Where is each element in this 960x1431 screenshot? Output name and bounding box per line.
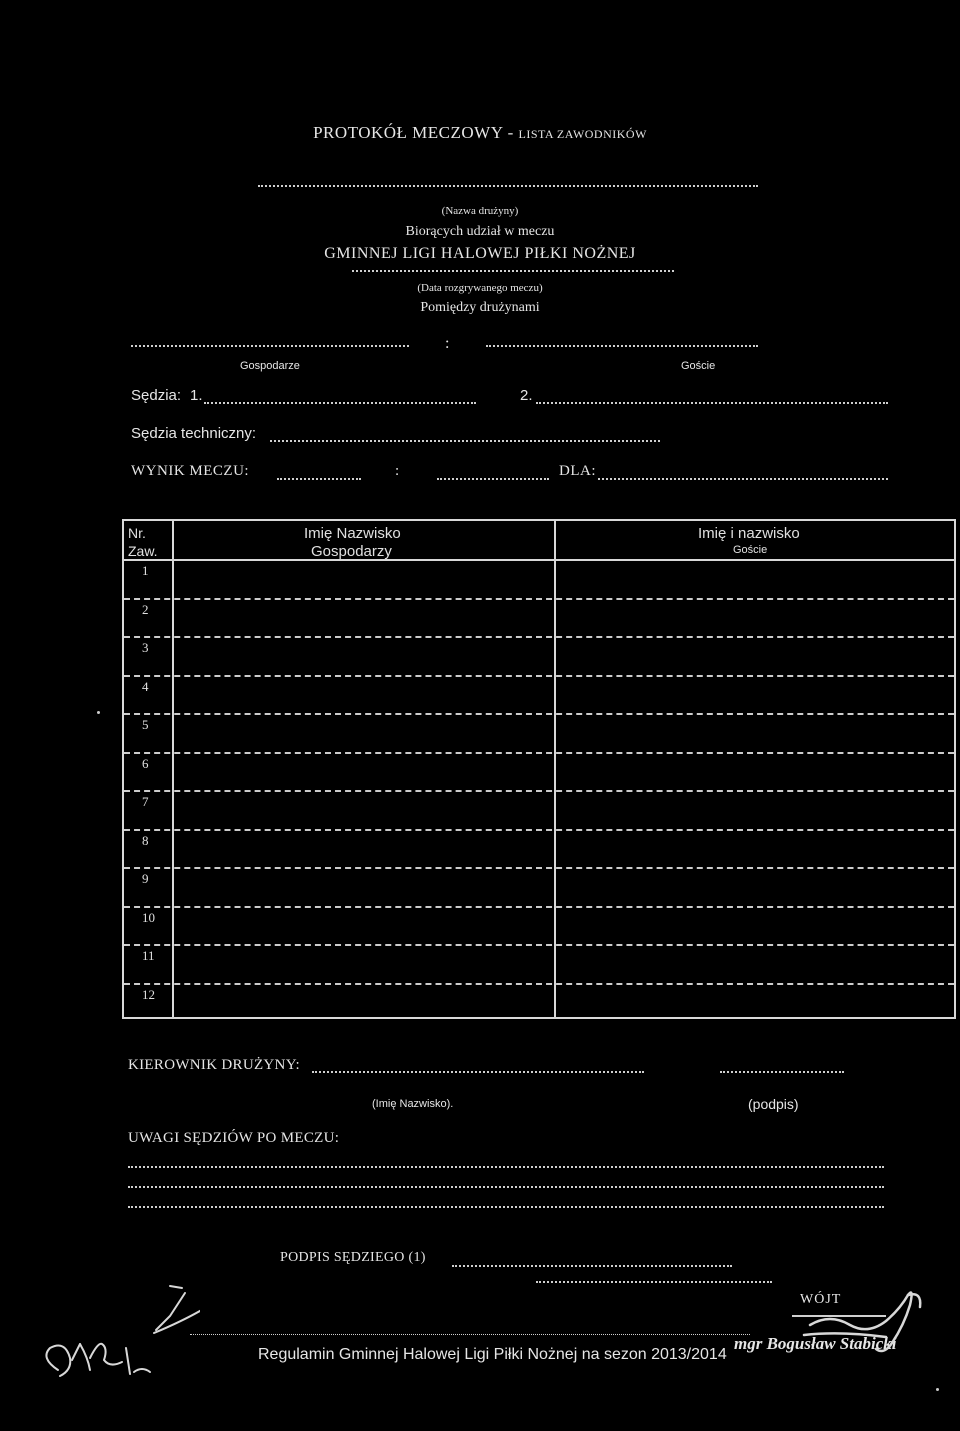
remarks-line-3[interactable] xyxy=(128,1206,884,1208)
row-number: 1 xyxy=(142,563,149,578)
guest-player-cell[interactable] xyxy=(556,906,954,945)
row-number: 2 xyxy=(142,601,149,617)
col-hosts-header: Imię Nazwisko xyxy=(304,525,401,542)
host-player-cell[interactable] xyxy=(174,867,552,906)
guest-player-cell[interactable] xyxy=(556,598,954,637)
guest-player-cell[interactable] xyxy=(556,559,954,598)
footer-rule xyxy=(190,1334,750,1335)
winner-line[interactable] xyxy=(598,478,888,480)
team-name-caption: (Nazwa drużyny) xyxy=(441,205,519,217)
row-number: 11 xyxy=(142,948,155,963)
players-table xyxy=(122,519,956,1019)
host-player-cell[interactable] xyxy=(174,983,552,1022)
team-manager-name-line[interactable] xyxy=(312,1071,644,1073)
team-manager-signature-line[interactable] xyxy=(720,1071,844,1073)
league-name: GMINNEJ LIGI HALOWEJ PIŁKI NOŻNEJ xyxy=(324,245,636,262)
result-separator: : xyxy=(395,463,400,479)
col-guests-header: Imię i nazwisko xyxy=(698,525,800,542)
row-number: 8 xyxy=(142,832,149,848)
speck xyxy=(936,1388,939,1391)
row-number: 6 xyxy=(142,755,149,771)
guest-player-cell[interactable] xyxy=(556,944,954,983)
match-date-caption: (Data rozgrywanego meczu) xyxy=(417,282,543,294)
row-number: 7 xyxy=(142,794,149,809)
referee-2-line[interactable] xyxy=(536,402,888,404)
row-number: 12 xyxy=(142,986,155,1002)
team-name-line[interactable] xyxy=(258,185,758,187)
referee-2-number: 2. xyxy=(520,387,533,404)
guest-player-cell[interactable] xyxy=(556,752,954,791)
row-number: 5 xyxy=(142,717,149,732)
referee-signature-line-2[interactable] xyxy=(536,1281,772,1283)
hosts-caption: Gospodarze xyxy=(240,360,300,372)
hosts-name-line[interactable] xyxy=(131,345,409,347)
referee-label: Sędzia: xyxy=(131,387,182,404)
technical-referee-line[interactable] xyxy=(270,440,660,442)
referee-signature-label: PODPIS SĘDZIEGO (1) xyxy=(280,1250,426,1265)
result-hosts-line[interactable] xyxy=(277,478,361,480)
guest-player-cell[interactable] xyxy=(556,675,954,714)
speck xyxy=(97,711,100,714)
host-player-cell[interactable] xyxy=(174,790,552,829)
host-player-cell[interactable] xyxy=(174,675,552,714)
row-number: 4 xyxy=(142,678,149,694)
guest-player-cell[interactable] xyxy=(556,829,954,868)
name-caption: (Imię Nazwisko). xyxy=(372,1098,454,1110)
participating-text: Biorących udział w meczu xyxy=(405,224,555,239)
guest-player-cell[interactable] xyxy=(556,790,954,829)
handwritten-signature xyxy=(30,1278,200,1388)
host-player-cell[interactable] xyxy=(174,944,552,983)
col-nr-header-2: Zaw. xyxy=(128,543,158,559)
guests-name-line[interactable] xyxy=(486,345,758,347)
guest-player-cell[interactable] xyxy=(556,713,954,752)
row-number: 9 xyxy=(142,871,149,886)
host-player-cell[interactable] xyxy=(174,829,552,868)
match-result-label: WYNIK MECZU: xyxy=(131,463,250,479)
referee-1-line[interactable] xyxy=(204,402,476,404)
referee-signature-line-1[interactable] xyxy=(452,1265,732,1267)
stamp-name: mgr Bogusław Stabicki xyxy=(734,1334,897,1353)
signature-caption: (podpis) xyxy=(748,1096,799,1112)
stamp-signature xyxy=(790,1285,930,1365)
col-guests-header-2: Goście xyxy=(733,544,768,556)
host-player-cell[interactable] xyxy=(174,713,552,752)
referee-remarks-label: UWAGI SĘDZIÓW PO MECZU: xyxy=(128,1130,340,1146)
regulation-footer: Regulamin Gminnej Halowej Ligi Piłki Nożnej na sezon 2013/2014 xyxy=(258,1346,727,1363)
guest-player-cell[interactable] xyxy=(556,867,954,906)
guest-player-cell[interactable] xyxy=(556,983,954,1022)
guest-player-cell[interactable] xyxy=(556,636,954,675)
col-nr-header: Nr. xyxy=(128,525,146,541)
referee-1-number: 1. xyxy=(190,387,203,404)
host-player-cell[interactable] xyxy=(174,752,552,791)
teams-separator: : xyxy=(445,335,450,352)
document-title: PROTOKÓŁ MECZOWY - LISTA ZAWODNIKÓW xyxy=(313,123,647,142)
remarks-line-1[interactable] xyxy=(128,1166,884,1168)
host-player-cell[interactable] xyxy=(174,559,552,598)
match-date-line[interactable] xyxy=(352,270,674,272)
host-player-cell[interactable] xyxy=(174,906,552,945)
host-player-cell[interactable] xyxy=(174,636,552,675)
remarks-line-2[interactable] xyxy=(128,1186,884,1188)
between-teams-text: Pomiędzy drużynami xyxy=(420,300,540,315)
row-number: 10 xyxy=(142,909,155,925)
guests-caption: Goście xyxy=(681,360,716,372)
technical-referee-label: Sędzia techniczny: xyxy=(131,425,257,442)
team-manager-label: KIEROWNIK DRUŻYNY: xyxy=(128,1057,300,1073)
row-number: 3 xyxy=(142,640,149,655)
stamp-title: WÓJT xyxy=(800,1292,842,1307)
winner-label: DLA: xyxy=(559,463,596,479)
result-guests-line[interactable] xyxy=(437,478,549,480)
host-player-cell[interactable] xyxy=(174,598,552,637)
col-hosts-header-2: Gospodarzy xyxy=(311,543,392,560)
